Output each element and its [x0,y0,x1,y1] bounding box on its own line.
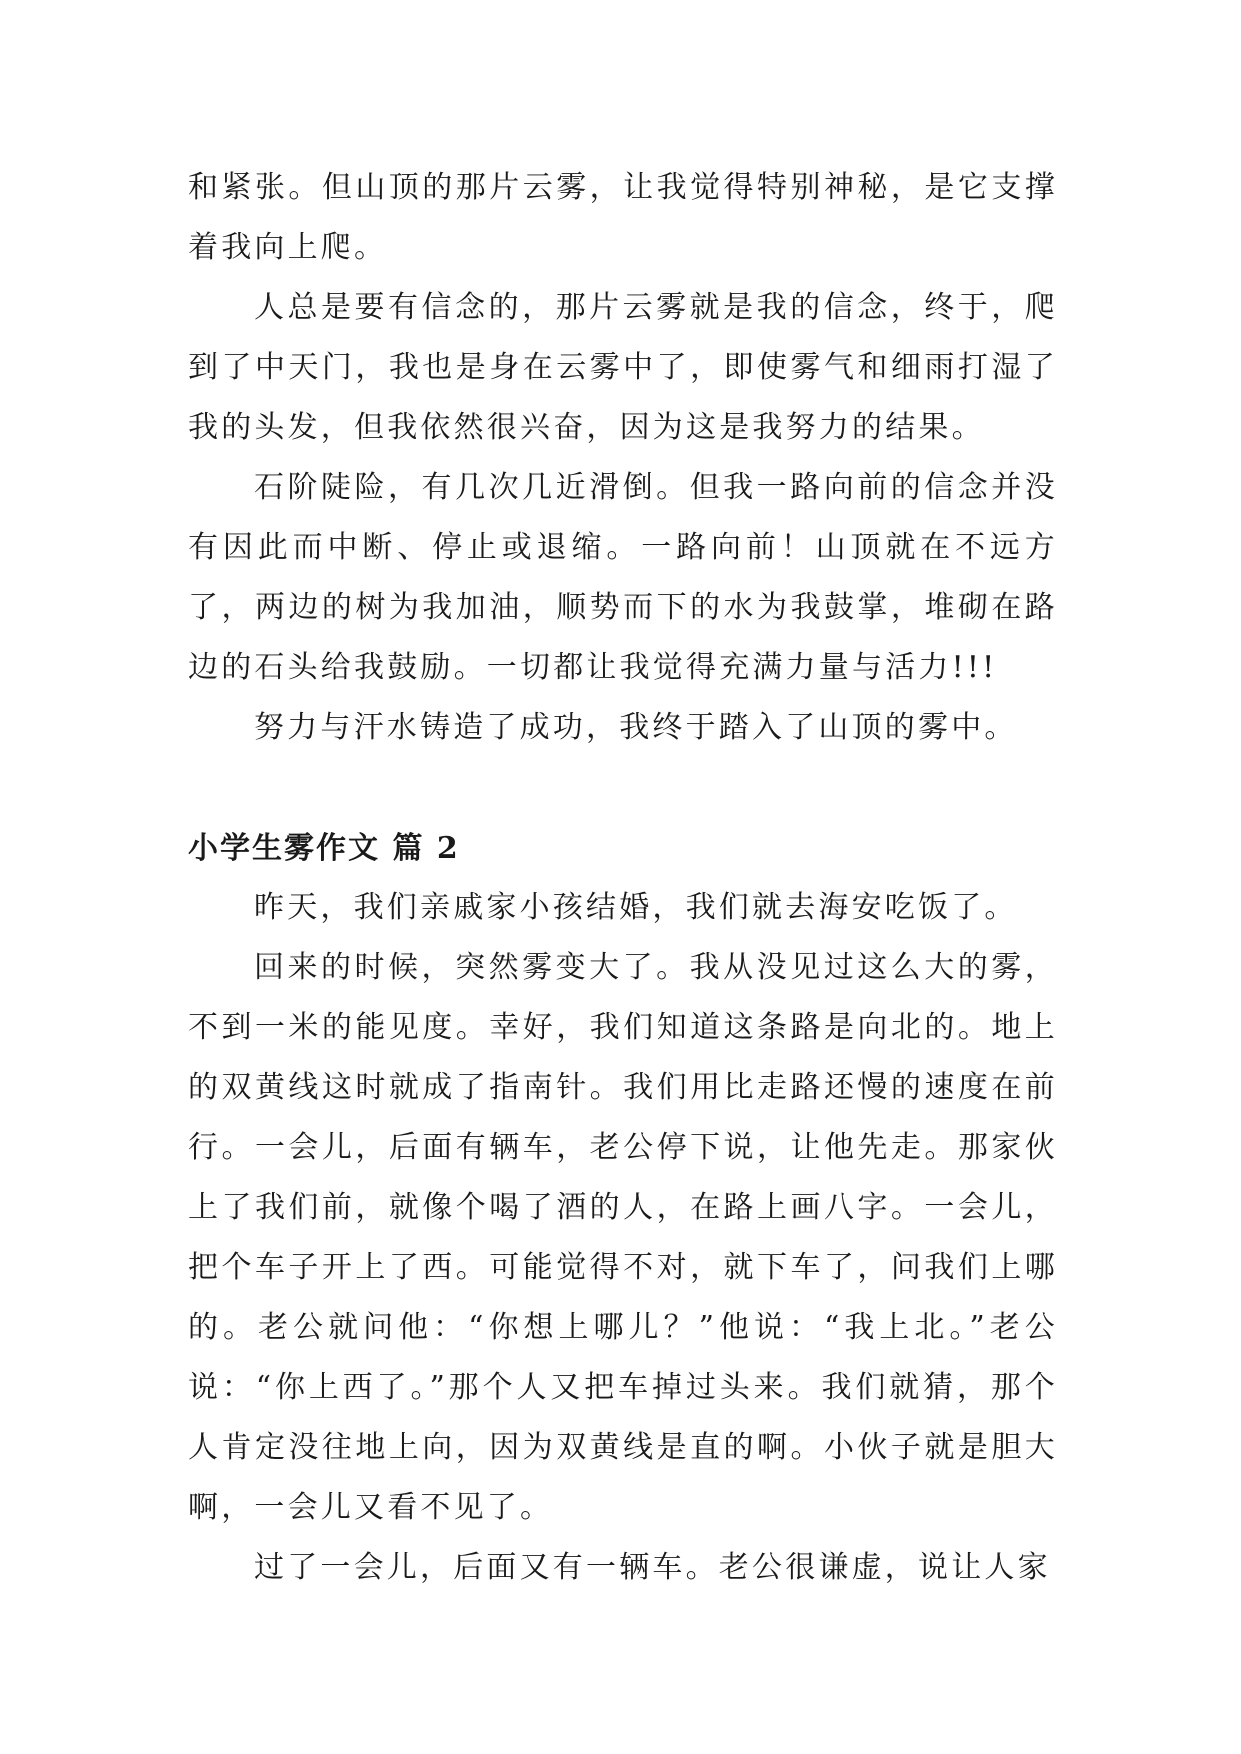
paragraph-continued: 和紧张。但山顶的那片云雾，让我觉得特别神秘，是它支撑着我向上爬。 [188,170,1058,265]
document-body [188,158,1058,1598]
paragraph-belief: 人总是要有信念的，那片云雾就是我的信念，终于，爬到了中天门，我也是身在云雾中了，即使雾气和细雨打湿了我的头发，但我依然很兴奋，因为这是我努力的结果。 [188,290,1058,445]
paragraph-another-car: 过了一会儿，后面又有一辆车。老公很谦虚，说让人家 [254,1550,1051,1585]
paragraph-fog-story: 回来的时候，突然雾变大了。我从没见过这么大的雾，不到一米的能见度。幸好，我们知道这条路是向北的。地上的双黄线这时就成了指南针。我们用比走路还慢的速度在前行。一会儿，后面有辆车，老公停下说，让他先走。那家伙上了我们前，就像个喝了酒的人，在路上画八字。一会儿，把个车子开上了西。可能觉得不对，就下车了，问我们上哪的。老公就问他：“你想上哪儿？”他说：“我上北。”老公说：“你上西了。”那个人又把车掉过头来。我们就猜，那个人肯定没往地上向，因为双黄线是直的啊。小伙子就是胆大啊，一会儿又看不见了。 [188,950,1058,1525]
paragraph-yesterday: 昨天，我们亲戚家小孩结婚，我们就去海安吃饭了。 [254,890,1018,925]
paragraph-success: 努力与汗水铸造了成功，我终于踏入了山顶的雾中。 [254,710,1018,745]
section-heading: 小学生雾作文 篇 2 [188,831,460,866]
paragraph-stone-steps: 石阶陡险，有几次几近滑倒。但我一路向前的信念并没有因此而中断、停止或退缩。一路向前！山顶就在不远方了，两边的树为我加油，顺势而下的水为我鼓掌，堆砌在路边的石头给我鼓励。一切都让我觉得充满力量与活力!!! [188,470,1058,685]
